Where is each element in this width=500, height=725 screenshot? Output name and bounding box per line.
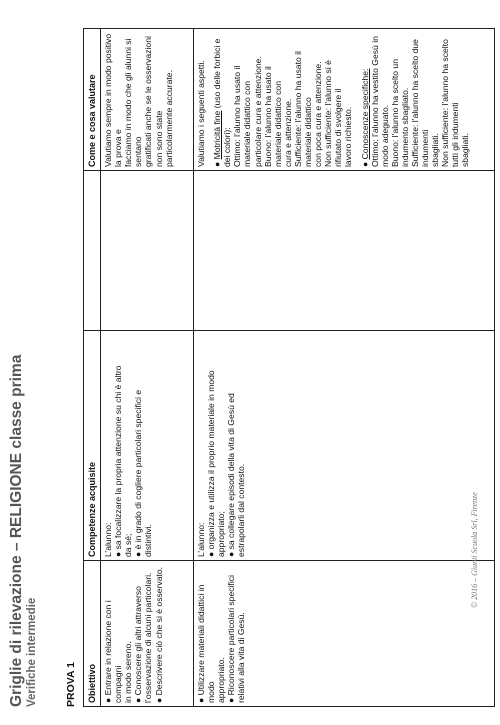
cell-line: Non sufficiente: l’alunno si è rifiutato di svolgere il — [323, 60, 344, 167]
cell-line: ● Utilizzare materiali didattici in modo — [196, 584, 217, 703]
header-empty — [84, 171, 101, 331]
cell-line: cura e attenzione. — [282, 98, 293, 167]
cell-line: Sufficiente: l’alunno ha scelto due indumenti — [409, 39, 431, 167]
cell-line: l’osservazione di alcuni particolari. — [143, 572, 154, 703]
cell-line: da sé; — [123, 533, 134, 557]
bullet: ● — [359, 159, 370, 167]
header-valutare: Come e cosa valutare — [84, 29, 101, 171]
evaluation-table — [83, 28, 495, 707]
cell-line: ● sa collegare episodi della vita di Gesù ed — [226, 393, 237, 557]
cell-line: appropriato. — [216, 657, 227, 703]
cell-line: L’alunno: — [103, 522, 114, 557]
cell-line: Non sufficiente: l’alunno ha scelto tutti gli indumenti — [440, 39, 461, 167]
criteria-heading — [212, 32, 232, 167]
cell-line: sbagliati. — [460, 133, 471, 167]
criteria-heading — [360, 32, 370, 167]
cell-line: lavoro richiesto. — [343, 106, 354, 167]
cell-valutare — [101, 29, 194, 171]
cell-line: ● Descrivere ciò che si è osservato. — [153, 566, 164, 703]
cell-line: Valutiamo sempre in modo positivo la prova e — [103, 33, 124, 167]
header-obiettivo: Obiettivo — [84, 561, 101, 707]
test-label: PROVA 1 — [65, 662, 77, 707]
cell-line: distintivi. — [143, 524, 154, 557]
cell-line: L’alunno: — [196, 522, 207, 557]
cell-line: particolare cura e attenzione. — [252, 56, 263, 167]
page-subtitle: Verifiche intermedie — [26, 597, 38, 707]
header-competenze: Competenze acquisite — [84, 331, 101, 561]
cell-line: Valutiamo i seguenti aspetti. — [196, 60, 207, 167]
cell-line: appropriato; — [216, 511, 227, 557]
cell-empty — [101, 171, 194, 331]
cell-valutare — [194, 29, 495, 171]
cell-line: in modo sereno. — [123, 641, 134, 703]
cell-line: Sufficiente: l’alunno ha usato il materiale didattico — [292, 51, 314, 167]
bullet: ● — [212, 159, 223, 167]
copyright-footer: © 2016 – Giunti Scuola Srl, Firenze — [470, 492, 479, 608]
cell-line: con poca cura e attenzione. — [313, 61, 324, 167]
cell-obiettivo — [101, 561, 194, 707]
cell-line: ● Entrare in relazione con i compagni — [103, 600, 124, 703]
cell-empty — [194, 171, 495, 331]
table-row — [194, 29, 495, 707]
cell-line: ● sa focalizzare la propria attenzione su chi è altro — [113, 365, 124, 557]
cell-line: particolarmente accurate. — [163, 70, 174, 167]
cell-competenze — [194, 331, 495, 561]
cell-line: relativi alla vita di Gesù. — [236, 612, 247, 703]
cell-line: ● organizza e utilizza il proprio materiale in modo — [206, 370, 217, 557]
cell-line: ● Conoscere gli altri attraverso — [133, 586, 144, 703]
cell-competenze — [101, 331, 194, 561]
criteria-heading-underlined: Motricità fine — [212, 110, 223, 160]
criteria-heading-underlined: Conoscenze specifiche: — [359, 68, 370, 160]
cell-line: sbagliati. — [430, 133, 441, 167]
table-row — [101, 29, 194, 707]
cell-line: Buono: l’alunno ha scelto un indumento sbagliato. — [389, 59, 410, 167]
page-title: Griglie di rilevazione – RELIGIONE classe prima — [8, 354, 25, 707]
cell-line: Buono: l’alunno ha usato il materiale didattico con — [262, 66, 283, 167]
cell-line: ● Riconoscere particolari specifici — [226, 575, 237, 703]
cell-line: ● è in grado di cogliere particolari specifici e — [133, 389, 144, 557]
cell-line: Ottimo: l’alunno ha usato il materiale didattico con — [232, 65, 253, 167]
criteria-heading-suffix: (uso delle forbici e dei colori): — [212, 38, 233, 167]
table-header-row — [84, 29, 101, 707]
cell-line: estrapolarli dal contesto. — [236, 463, 247, 557]
cell-line: gratificati anche se le osservazioni non sono state — [143, 36, 164, 167]
cell-line: facciamo in modo che gli alunni si sentano — [123, 38, 144, 167]
cell-line: Ottimo: l’alunno ha vestito Gesù in modo adeguato. — [369, 36, 390, 167]
cell-obiettivo — [194, 561, 495, 707]
